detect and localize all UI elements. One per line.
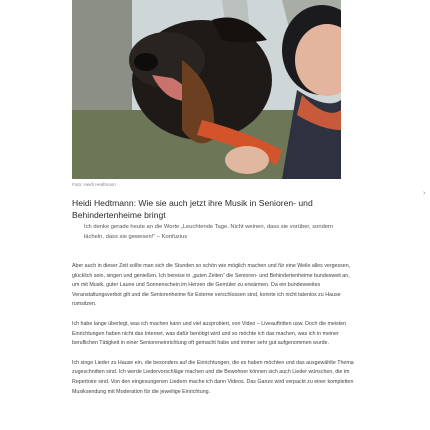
chevron-right-icon[interactable]: › bbox=[423, 190, 426, 197]
article-paragraph: Ich singe Lieder zu Hause ein, die besonders auf die Einrichtungen, die es haben möchten und das ausgewählte Thema zugeschnitten sind. Ich werde Liedervorschläge machen und die Bewohner können sich auch Lieder wünschen, die im Repertoire sind. Von den eingesungenen Liedern mache ich dann Videos. Das Ganze wird verpackt zu einer kompletten Musiksendung mit Moderation für die jeweilige Einrichtung. bbox=[72, 359, 354, 395]
article-body bbox=[72, 262, 357, 407]
article-paragraph: Ich habe lange überlegt, was ich machen kann und viel ausprobiert, von Video – Liveauftritten usw. Doch die meisten Einrichtungen haben nicht das Internet, was dafür benötigt wird und so möchte ich das machen, was ich in meiner beruflichen Tätigkeit in einer Senioreneinrichtung oft gemacht habe und immer sehr gut aufgenommen wurde. bbox=[72, 320, 347, 347]
photo-caption: Foto: Heidi Hedtmann bbox=[72, 182, 116, 187]
article-photo bbox=[72, 0, 341, 179]
article-paragraph: Aber auch in dieser Zeit sollte man sich die Stunden so schön wie möglich machen und für eine Weile alles vergessen, glücklich sein, singen und genießen. Ich bereise in „guten Zeiten“ die Senioren- und Behindertenheime bundesweit an, um mit Musik, guter Laune und Sonnenschein im Herzen die Gemüter zu erwärmen. Da ein bundesweites Veranstaltungsverbot gilt und die Seniorenheime für Externe verschlossen sind, konnte ich nicht tatenlos zu Hause rumsitzen. bbox=[72, 263, 351, 308]
article-title: Heidi Hedtmann: Wie sie auch jetzt ihre Musik in Senioren- und Behindertenheime bringt bbox=[72, 198, 313, 220]
dog-and-woman-photo bbox=[72, 0, 341, 179]
article-quote: Ich denke gerade heute an die Worte „Leuchtende Tage. Nicht weinen, dass sie vorüber, sondern lächeln, dass sie gewesen!“ – Konfuzius bbox=[84, 224, 334, 240]
